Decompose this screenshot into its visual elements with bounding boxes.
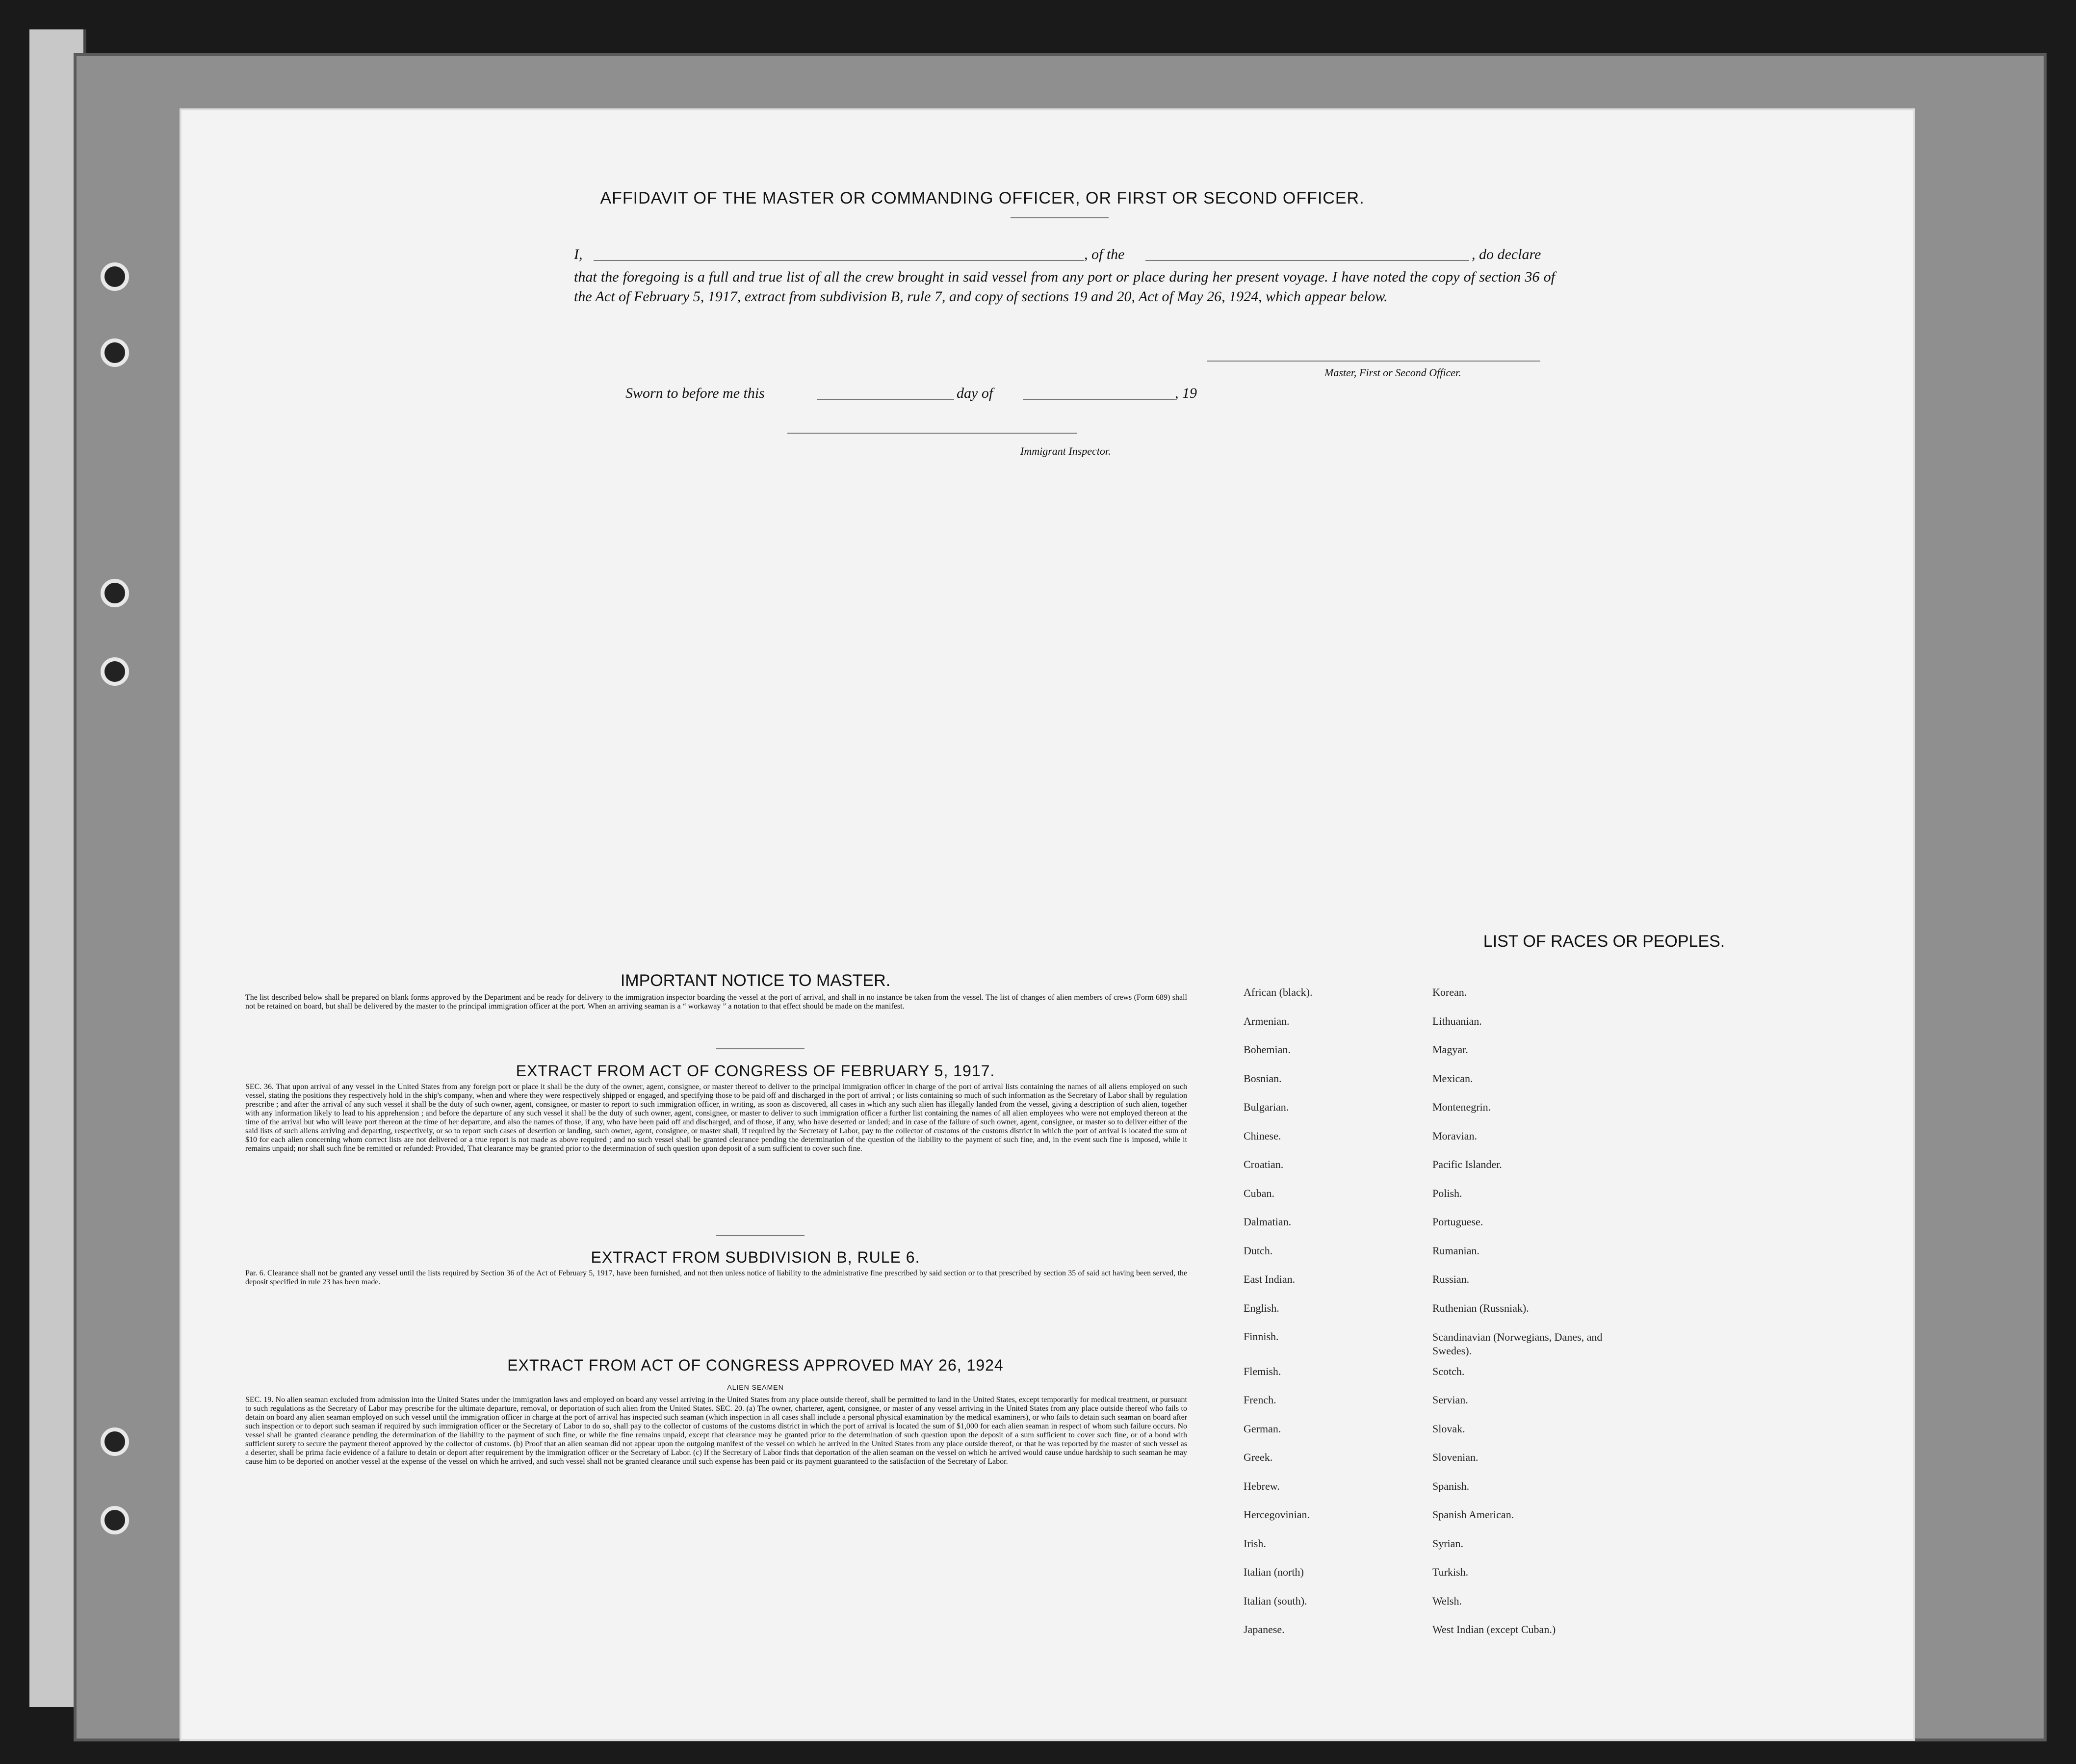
binder-ring-left-1: [101, 262, 129, 291]
binder-ring-left-4: [101, 657, 129, 686]
rule-6-title: EXTRACT FROM SUBDIVISION B, RULE 6.: [591, 1248, 920, 1266]
binder-ring-left-6: [101, 1506, 129, 1534]
race-item: Montenegrin.: [1432, 1101, 1491, 1113]
race-item: Italian (north): [1244, 1566, 1304, 1578]
inspector-signature-field[interactable]: [787, 433, 1077, 434]
race-item: Bosnian.: [1244, 1072, 1282, 1085]
race-item: Pacific Islander.: [1432, 1158, 1502, 1170]
race-item: Magyar.: [1432, 1043, 1468, 1056]
race-item: French.: [1244, 1394, 1276, 1406]
race-item: Moravian.: [1432, 1129, 1478, 1142]
race-item: Italian (south).: [1244, 1594, 1307, 1607]
declaration-text: that the foregoing is a full and true list of all the crew brought in said vessel from any port or place during her present voyage. I have noted the copy of section 36 of the Act of February 5, 1917, extract from subdivision B, rule 7, and copy of sections 19 and 20, Act of May 26, 1924, which appear below.: [574, 269, 1555, 305]
manifest-page: [182, 110, 1913, 1739]
do-declare-label: , do declare: [1472, 246, 1541, 262]
race-item: English.: [1244, 1301, 1279, 1314]
race-item: Hebrew.: [1244, 1479, 1280, 1492]
binder-ring-left-5: [101, 1427, 129, 1456]
race-item: Russian.: [1432, 1273, 1470, 1285]
of-the-label: , of the: [1084, 246, 1125, 262]
race-item: Bulgarian.: [1244, 1101, 1289, 1113]
race-item: German.: [1244, 1422, 1281, 1435]
race-item: Turkish.: [1432, 1566, 1469, 1578]
master-signature-label: Master, First or Second Officer.: [1324, 366, 1461, 379]
race-item: Irish.: [1244, 1537, 1266, 1550]
race-item: Flemish.: [1244, 1365, 1281, 1377]
race-item: African (black).: [1244, 986, 1313, 998]
act-1924-title: EXTRACT FROM ACT OF CONGRESS APPROVED MAY 26, 1924: [507, 1356, 1004, 1374]
race-item: Scandinavian (Norwegians, Danes, and Swedes).: [1432, 1331, 1603, 1357]
race-item: Korean.: [1432, 986, 1467, 998]
notice-title: IMPORTANT NOTICE TO MASTER.: [620, 971, 891, 990]
race-item: Scotch.: [1432, 1365, 1465, 1377]
race-item: Dalmatian.: [1244, 1216, 1292, 1228]
race-item: Rumanian.: [1432, 1244, 1479, 1257]
divider: [716, 1235, 804, 1236]
races-list-title: LIST OF RACES OR PEOPLES.: [1483, 932, 1725, 951]
race-item: Spanish American.: [1432, 1508, 1514, 1521]
rule-6-text: Par. 6. Clearance shall not be granted any vessel until the lists required by Section 36 of the Act of February 5, 1917, have been furnished, and not then unless notice of liability to the administrative fine prescribed by said section or to that prescribed by section 35 of said act having been served, the deposit specified in rule 23 has been made.: [245, 1269, 1187, 1286]
notice-text: The list described below shall be prepared on blank forms approved by the Department and be ready for delivery to the immigration inspector boarding the vessel at the port of arrival, and shall in no instance be taken from the vessel. The list of changes of alien members of crews (Form 689) shall not be retained on board, but shall be delivered by the master to the principal immigration officer at the port. When an arriving seaman is a “ workaway ” a notation to that effect should be made on the manifest.: [245, 993, 1187, 1011]
sworn-month-field[interactable]: [1023, 399, 1175, 400]
race-item: Armenian.: [1244, 1014, 1290, 1027]
race-item: Servian.: [1432, 1394, 1468, 1406]
race-item: Slovak.: [1432, 1422, 1465, 1435]
declarant-prefix: I,: [574, 246, 583, 262]
race-item: Syrian.: [1432, 1537, 1463, 1550]
sworn-label: Sworn to before me this: [625, 385, 765, 401]
year-label: , 19: [1175, 385, 1197, 401]
alien-seamen-subtitle: ALIEN SEAMEN: [727, 1383, 784, 1391]
race-item: Mexican.: [1432, 1072, 1473, 1085]
vessel-name-field[interactable]: [1145, 260, 1469, 261]
sworn-day-field[interactable]: [817, 399, 954, 400]
race-item: Welsh.: [1432, 1594, 1462, 1607]
race-item: Croatian.: [1244, 1158, 1284, 1170]
race-item: Finnish.: [1244, 1330, 1279, 1343]
master-signature-field[interactable]: [1207, 361, 1540, 362]
act-1924-text: SEC. 19. No alien seaman excluded from admission into the United States under the immigration laws and employed on board any vessel arriving in the United States from any place outside thereof, shall be permitted to land in the United States, except temporarily for medical treatment, or pursuant to such regulations as the Secretary of Labor may prescribe for the ultimate departure, removal, or deportation of such alien from the United States. SEC. 20. (a) The owner, charterer, agent, consignee, or master of any vessel arriving in the United States from any place outside thereof who fails to detain on board any alien seaman employed on such vessel until the immigration officer in charge at the port of arrival has inspected such seaman (which inspection in all cases shall include a personal physical examination by the medical examiners), or who fails to detain such seaman on board after such inspection or to deport such seaman if required by such immigration officer or the Secretary of Labor to do so, shall pay to the collector of customs of the customs district in which the port of arrival is located the sum of $1,000 for each alien seaman in respect of whom such failure occurs. No vessel shall be granted clearance pending the determination of the liability to the payment of such fine, or while the fine remains unpaid, except that clearance may be granted prior to the determination of such question upon the deposit of a sum sufficient to cover such fine, or of a bond with sufficient surety to secure the payment thereof approved by the collector of customs. (b) Proof that an alien seaman did not appear upon the outgoing manifest of the vessel on which he arrived in the United States from any place outside thereof, or that he was reported by the master of such vessel as a deserter, shall be prima facie evidence of a failure to detain or deport after requirement by the immigration officer or the Secretary of Labor. (c) If the Secretary of Labor finds that deportation of the alien seaman on the vessel on which he arrived would cause undue hardship to such seaman he may cause him to be deported on another vessel at the expense of the vessel on which he arrived, and such vessel shall not be granted clearance until such expense has been paid or its payment guaranteed to the satisfaction of the Secretary of Labor.: [245, 1396, 1187, 1466]
race-item: Spanish.: [1432, 1479, 1470, 1492]
act-1917-text: SEC. 36. That upon arrival of any vessel in the United States from any foreign port or place it shall be the duty of the owner, agent, consignee, or master thereof to deliver to the principal immigration officer in charge of the port of arrival lists containing the names of all aliens employed on such vessel, stating the positions they respectively hold in the ship's company, when and where they were respectively shipped or engaged, and specifying those to be paid off and discharged in the port of arrival ; or lists containing so much of such information as the Secretary of Labor shall by regulation prescribe ; and after the arrival of any such vessel it shall be the duty of such owner, agent, consignee, or master to report to such immigration officer, in writing, as soon as discovered, all cases in which any such alien has illegally landed from the vessel, giving a description of such alien, together with any information likely to lead to his apprehension ; and before the departure of any such vessel it shall be the duty of such owner, agent, consignee, or master to deliver to such immigration officer a further list containing the names of all alien employees who were not employed thereon at the time of the arrival but who will leave port thereon at the time of her departure, and also the names of those, if any, who have been paid off and discharged, and of those, if any, who have deserted or landed; and in case of the failure of such owner, agent, consignee, or master so to deliver either of the said lists of such aliens arriving and departing, respectively, or so to report such cases of desertion or landing, such owner, agent, consignee, or master shall, if required by the Secretary of Labor, pay to the collector of customs of the customs district in which the port of arrival is located the sum of $10 for each alien concerning whom correct lists are not delivered or a true report is not made as above required ; and no such vessel shall be granted clearance pending the determination of the question of the liability to the payment of such fine, and, in the event such fine is imposed, while it remains unpaid; nor shall such fine be remitted or refunded: Provided, That clearance may be granted prior to the determination of such question upon deposit of a sum sufficient to cover such fine.: [245, 1083, 1187, 1153]
race-item: Japanese.: [1244, 1623, 1285, 1635]
binder-ring-left-2: [101, 338, 129, 367]
day-of-label: day of: [957, 385, 993, 401]
race-item: Cuban.: [1244, 1187, 1274, 1199]
race-item: Ruthenian (Russniak).: [1432, 1301, 1529, 1314]
race-item: Portuguese.: [1432, 1216, 1483, 1228]
declarant-name-field[interactable]: [594, 260, 1084, 261]
race-item: Chinese.: [1244, 1129, 1281, 1142]
divider: [1011, 217, 1109, 218]
inspector-signature-label: Immigrant Inspector.: [1020, 445, 1111, 457]
race-item: Lithuanian.: [1432, 1014, 1482, 1027]
race-item: East Indian.: [1244, 1273, 1296, 1285]
race-item: Slovenian.: [1432, 1451, 1479, 1463]
race-item: Bohemian.: [1244, 1043, 1291, 1056]
race-item: Dutch.: [1244, 1244, 1273, 1257]
act-1917-title: EXTRACT FROM ACT OF CONGRESS OF FEBRUARY 5, 1917.: [516, 1062, 995, 1080]
race-item: West Indian (except Cuban.): [1432, 1623, 1556, 1635]
divider: [716, 1048, 804, 1049]
race-item: Hercegovinian.: [1244, 1508, 1310, 1521]
race-item: Polish.: [1432, 1187, 1462, 1199]
race-item: Greek.: [1244, 1451, 1273, 1463]
affidavit-title: AFFIDAVIT OF THE MASTER OR COMMANDING OFFICER, OR FIRST OR SECOND OFFICER.: [600, 189, 1365, 208]
binder-ring-left-3: [101, 579, 129, 607]
